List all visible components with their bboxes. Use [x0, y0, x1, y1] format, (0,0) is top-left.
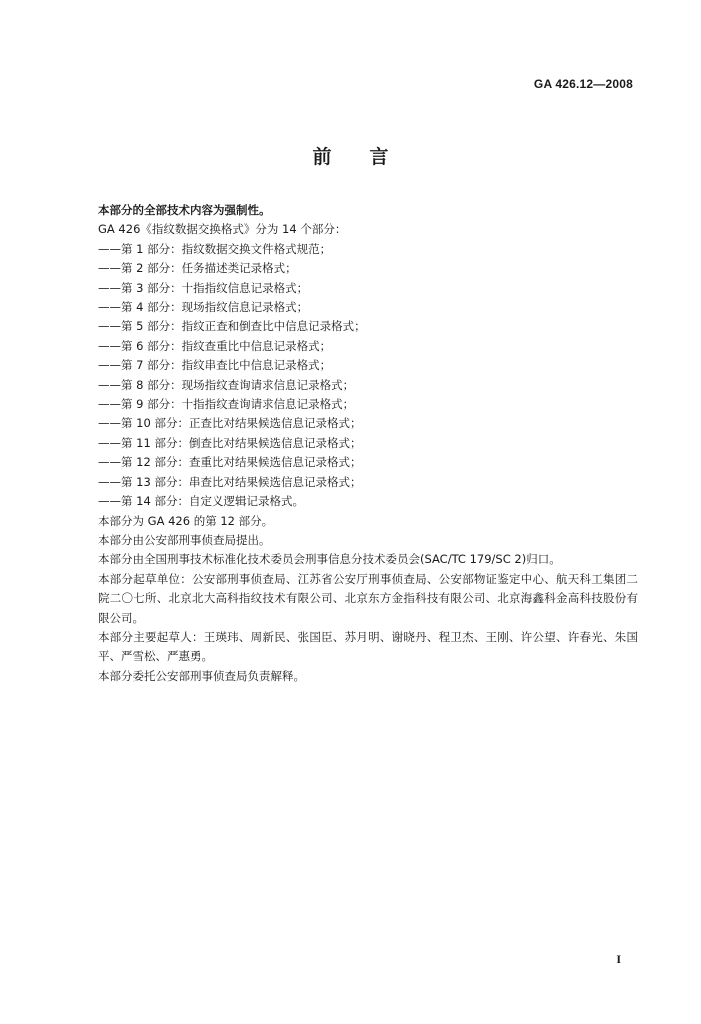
list-item: ——第 10 部分：正查比对结果候选信息记录格式；	[98, 416, 362, 431]
list-item: ——第 8 部分：现场指纹查询请求信息记录格式；	[98, 377, 355, 392]
paragraph-drafters: 本部分主要起草人：王瑛玮、周新民、张国臣、苏月明、谢晓丹、程卫杰、王刚、许公望、许春光、朱国平、严雪松、严惠勇。	[98, 629, 638, 664]
list-item: ——第 14 部分：自定义逻辑记录格式。	[98, 494, 304, 509]
paragraph: 本部分由公安部刑事侦查局提出。	[98, 532, 271, 547]
paragraph: 本部分的全部技术内容为强制性。	[98, 203, 271, 217]
list-item: ——第 2 部分：任务描述类记录格式；	[98, 261, 297, 276]
page-number: I	[616, 952, 621, 966]
page-title: 前言	[312, 146, 427, 168]
paragraph: GA 426《指纹数据交换格式》分为 14 个部分：	[98, 222, 347, 237]
list-item: ——第 5 部分：指纹正查和倒查比中信息记录格式；	[98, 319, 366, 334]
list-item: ——第 7 部分：指纹串查比中信息记录格式；	[98, 358, 332, 373]
list-item: ——第 1 部分：指纹数据交换文件格式规范；	[98, 241, 332, 256]
paragraph: 本部分由全国刑事技术标准化技术委员会刑事信息分技术委员会(SAC/TC 179/SC 2)归口。	[98, 552, 561, 567]
list-item: ——第 13 部分：串查比对结果候选信息记录格式；	[98, 474, 362, 489]
list-item: ——第 4 部分：现场指纹信息记录格式；	[98, 300, 309, 315]
standard-code: GA 426.12—2008	[533, 77, 633, 91]
paragraph: 本部分为 GA 426 的第 12 部分。	[98, 513, 274, 528]
paragraph-drafting-units: 本部分起草单位：公安部刑事侦查局、江苏省公安厅刑事侦查局、公安部物证鉴定中心、航天科工集团二院二〇七所、北京北大高科指纹技术有限公司、北京东方金指科技有限公司、北京海鑫科金高科技股份有限公司。	[98, 571, 638, 625]
list-item: ——第 9 部分：十指指纹查询请求信息记录格式；	[98, 397, 355, 412]
list-item: ——第 11 部分：倒查比对结果候选信息记录格式；	[98, 435, 362, 450]
list-item: ——第 12 部分：查重比对结果候选信息记录格式；	[98, 455, 362, 470]
foreword-body	[98, 201, 638, 686]
paragraph: 本部分委托公安部刑事侦查局负责解释。	[98, 668, 305, 683]
list-item: ——第 3 部分：十指指纹信息记录格式；	[98, 280, 309, 295]
list-item: ——第 6 部分：指纹查重比中信息记录格式；	[98, 338, 332, 353]
